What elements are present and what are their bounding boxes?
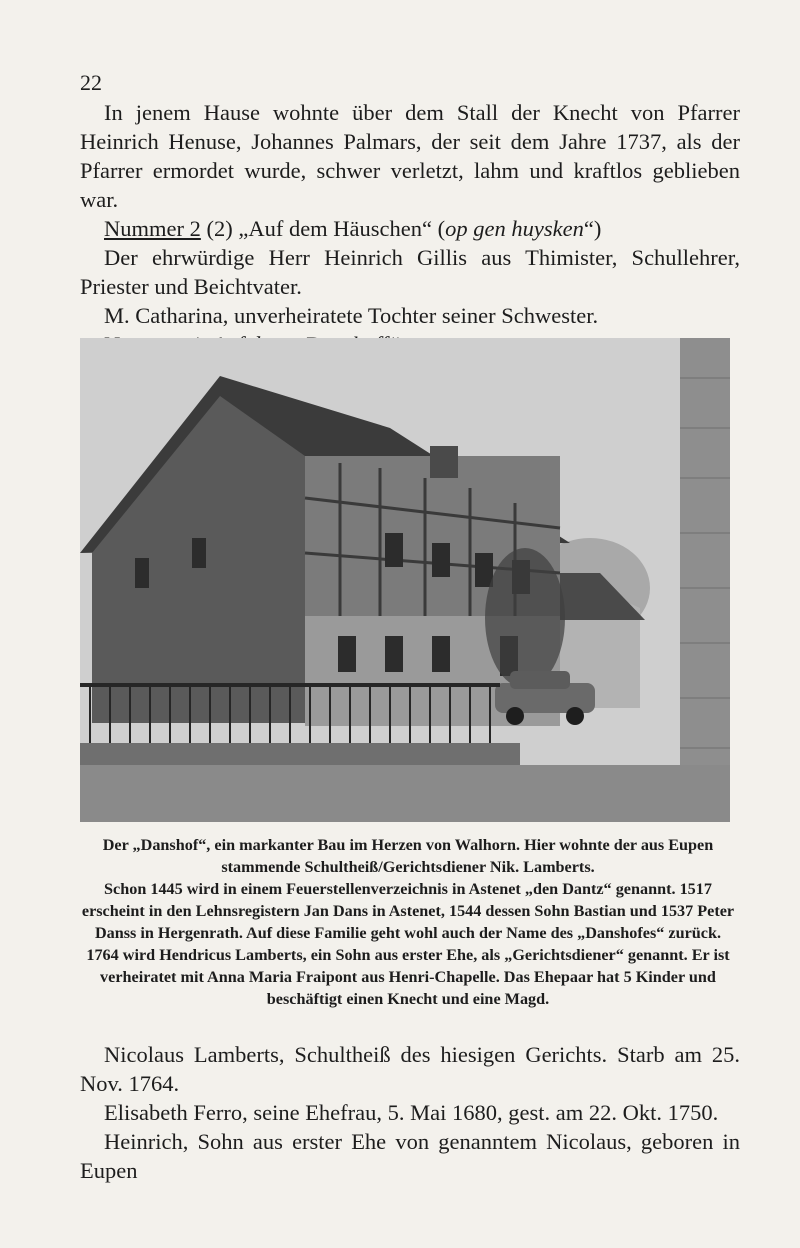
page-number: 22	[80, 70, 102, 95]
photo-ivy	[485, 548, 565, 688]
lower-text-block	[80, 1040, 740, 1185]
entry-2-resident-2: M. Catharina, unverheiratete Tochter seiner Schwester.	[104, 303, 599, 328]
caption-line-1: Der „Danshof“, ein markanter Bau im Herzen von Walhorn. Hier wohnte der aus Eupen stammende Schultheiß/Gerichtsdiener Nik. Lamberts.	[102, 836, 714, 876]
caption-line-2: Schon 1445 wird in einem Feuerstellenverzeichnis in Astenet „den Dantz“ genannt. 1517 erscheint in den Lehnsregistern Jan Dans in Astenet, 1544 dessen Sohn Bastian und 1537 Peter Danss in Hergenrath. Auf diese Familie geht wohl auch der Name des „Danshofes“ zurück.	[81, 880, 735, 942]
photo-chimney	[430, 446, 458, 478]
entry-2-rest: (2) „Auf dem Häuschen“ (	[200, 216, 446, 241]
photo-low-wall	[80, 743, 520, 765]
entry-2-resident-1: Der ehrwürdige Herr Heinrich Gillis aus Thimister, Schullehrer, Priester und Beichtvater.	[80, 245, 740, 299]
upper-text-block	[80, 98, 740, 359]
resident-nicolaus: Nicolaus Lamberts, Schultheiß des hiesigen Gerichts. Starb am 25. Nov. 1764.	[80, 1042, 740, 1096]
photo-fence-bars	[90, 683, 490, 753]
caption-line-3: 1764 wird Hendricus Lamberts, ein Sohn aus erster Ehe, als „Gerichtsdiener“ genannt. Er ist verheiratet mit Anna Maria Fraipont aus Henri-Chapelle. Das Ehepaar hat 5 Kinder und beschäftigt einen Knecht und eine Magd.	[86, 946, 730, 1008]
intro-paragraph: In jenem Hause wohnte über dem Stall der Knecht von Pfarrer Heinrich Henuse, Johannes Palmars, der seit dem Jahre 1737, als der Pfarrer ermordet wurde, schwer verletzt, lahm und kraftlos geblieben war.	[80, 100, 740, 212]
danshof-photo-drawing	[80, 338, 730, 822]
photo-stone-pillar	[680, 338, 730, 788]
resident-heinrich: Heinrich, Sohn aus erster Ehe von genanntem Nicolaus, geboren in Eupen	[80, 1129, 740, 1183]
entry-2-close: “)	[583, 216, 602, 241]
photo-ground	[80, 765, 730, 822]
entry-2-heading	[80, 214, 740, 243]
photo-caption	[80, 834, 736, 1010]
entry-2-dialect: op gen huysken	[445, 216, 584, 241]
resident-elisabeth: Elisabeth Ferro, seine Ehefrau, 5. Mai 1680, gest. am 22. Okt. 1750.	[104, 1100, 719, 1125]
entry-2-number: Nummer 2	[104, 216, 201, 241]
danshof-photo	[80, 338, 730, 822]
